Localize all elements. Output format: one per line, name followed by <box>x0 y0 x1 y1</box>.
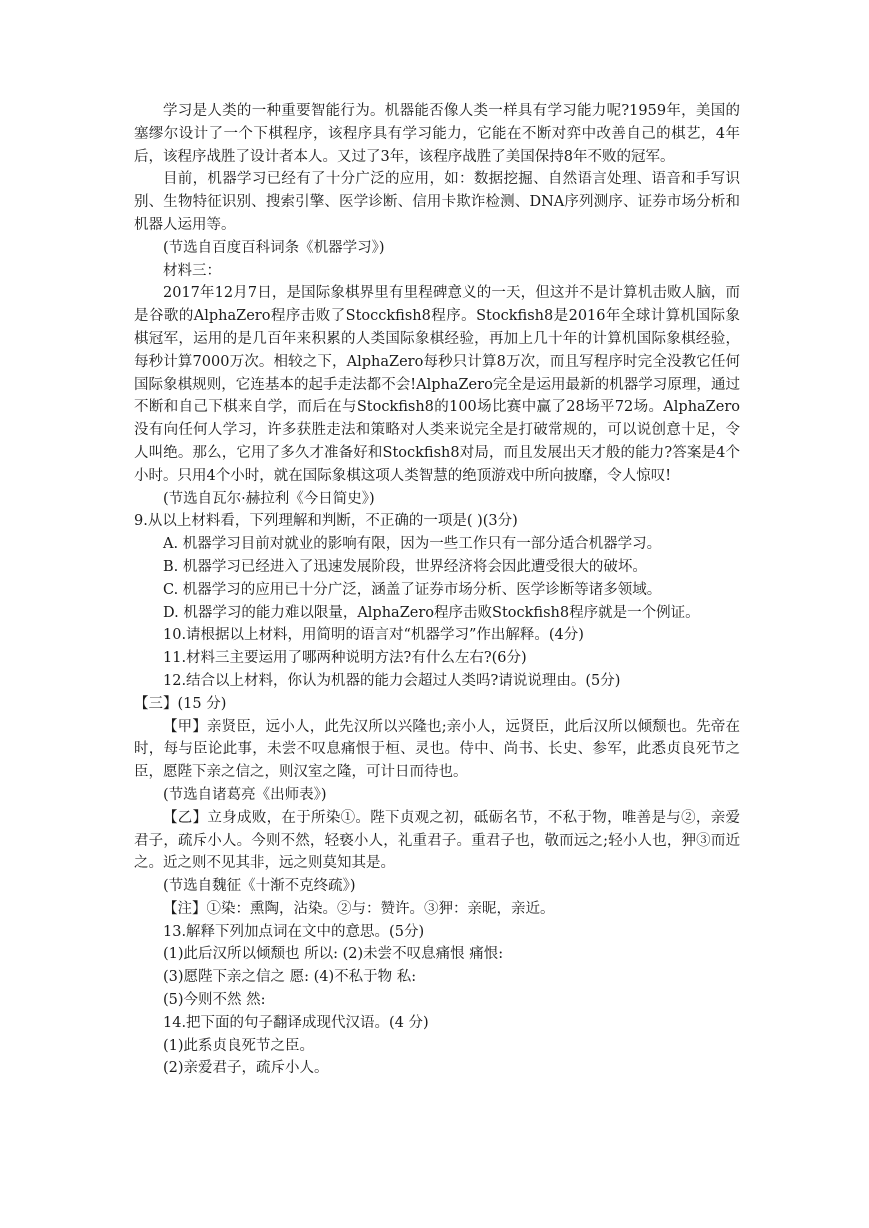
question-11: 11.材料三主要运用了哪两种说明方法?有什么左右?(6分) <box>163 650 527 667</box>
passage-yi-source: (节选自魏征《十渐不克终疏》) <box>163 878 356 895</box>
question-12: 12.结合以上材料，你认为机器的能力会超过人类吗?请说说理由。(5分) <box>163 672 621 689</box>
question-14-line-2: (2)亲爱君子，疏斥小人。 <box>163 1060 329 1077</box>
question-13-line-2: (3)愿陛下亲之信之 愿: (4)不私于物 私: <box>163 969 417 986</box>
question-9-option-b: B. 机器学习已经进入了迅速发展阶段，世界经济将会因此遭受很大的破坏。 <box>163 558 647 575</box>
material2-paragraph-2: 目前，机器学习已经有了十分广泛的应用，如：数据挖掘、自然语言处理、语音和手写识别、生物特征识别、搜索引擎、医学诊断、信用卡欺诈检测、DNA序列测序、证券市场分析和机器人运用等。 <box>134 171 740 233</box>
annotation-note: 【注】①染：熏陶，沾染。②与：赞许。③狎：亲昵，亲近。 <box>163 900 555 917</box>
material3-heading: 材料三： <box>163 262 221 279</box>
question-13-line-1: (1)此后汉所以倾颓也 所以: (2)未尝不叹息痛恨 痛恨: <box>163 946 504 963</box>
question-9-option-c: C. 机器学习的应用已十分广泛，涵盖了证券市场分析、医学诊断等诸多领域。 <box>163 581 662 598</box>
document-body <box>134 100 740 1080</box>
question-13-line-3: (5)今则不然 然: <box>163 992 266 1009</box>
material3-source: (节选自瓦尔·赫拉利《今日简史》) <box>163 490 375 507</box>
material2-paragraph-1: 学习是人类的一种重要智能行为。机器能否像人类一样具有学习能力呢?1959年，美国的塞缪尔设计了一个下棋程序，该程序具有学习能力，它能在不断对弈中改善自己的棋艺，4年后，该程序战胜了设计者本人。又过了3年，该程序战胜了美国保持8年不败的冠军。 <box>134 103 740 165</box>
material3-paragraph: 2017年12月7日，是国际象棋界里有里程碑意义的一天，但这并不是计算机击败人脑，而是谷歌的AlphaZero程序击败了Stocckfish8程序。Stockfish8是2016年全球计算机国际象棋冠军，运用的是几百年来积累的人类国际象棋经验，再加上几十年的计算机国际象棋经验，每秒计算7000万次。相较之下，AlphaZero每秒只计算8万次，而且写程序时完全没教它任何国际象棋规则，它连基本的起手走法都不会!AlphaZero完全是运用最新的机器学习原理，通过不断和自己下棋来自学，而后在与Stockfish8的100场比赛中赢了28场平72场。AlphaZero没有向任何人学习，许多获胜走法和策略对人类来说完全是打破常规的，可以说创意十足，令人叫绝。那么，它用了多久才准备好和Stockfish8对局，而且发展出天才般的能力?答案是4个小时。只用4个小时，就在国际象棋这项人类智慧的绝顶游戏中所向披靡，令人惊叹! <box>134 285 740 484</box>
question-9-option-d: D. 机器学习的能力难以限量，AlphaZero程序击败Stockfish8程序就是一个例证。 <box>163 604 700 621</box>
question-9-stem: 9.从以上材料看，下列理解和判断，不正确的一项是( )(3分) <box>134 513 518 530</box>
material2-source: (节选自百度百科词条《机器学习》) <box>163 239 385 256</box>
question-9-option-a: A. 机器学习目前对就业的影响有限，因为一些工作只有一部分适合机器学习。 <box>163 536 662 553</box>
section-3-heading: 【三】(15 分) <box>134 695 227 712</box>
passage-jia: 【甲】亲贤臣，远小人，此先汉所以兴隆也;亲小人，远贤臣，此后汉所以倾颓也。先帝在时，每与臣论此事，未尝不叹息痛恨于桓、灵也。侍中、尚书、长史、参军，此悉贞良死节之臣，愿陛下亲之信之，则汉室之隆，可计日而待也。 <box>134 718 740 781</box>
question-14-stem: 14.把下面的句子翻译成现代汉语。(4 分) <box>163 1014 429 1031</box>
question-13-stem: 13.解释下列加点词在文中的意思。(5分) <box>163 923 425 940</box>
question-10: 10.请根据以上材料，用简明的语言对“机器学习”作出解释。(4分) <box>163 627 584 644</box>
question-14-line-1: (1)此系贞良死节之臣。 <box>163 1037 315 1054</box>
passage-yi: 【乙】立身成败，在于所染①。陛下贞观之初，砥砺名节，不私于物，唯善是与②，亲爱君子，疏斥小人。今则不然，轻亵小人，礼重君子。重君子也，敬而远之;轻小人也，狎③而近之。近之则不见其非，远之则莫知其是。 <box>134 809 740 872</box>
passage-jia-source: (节选自诸葛亮《出师表》) <box>163 786 327 803</box>
